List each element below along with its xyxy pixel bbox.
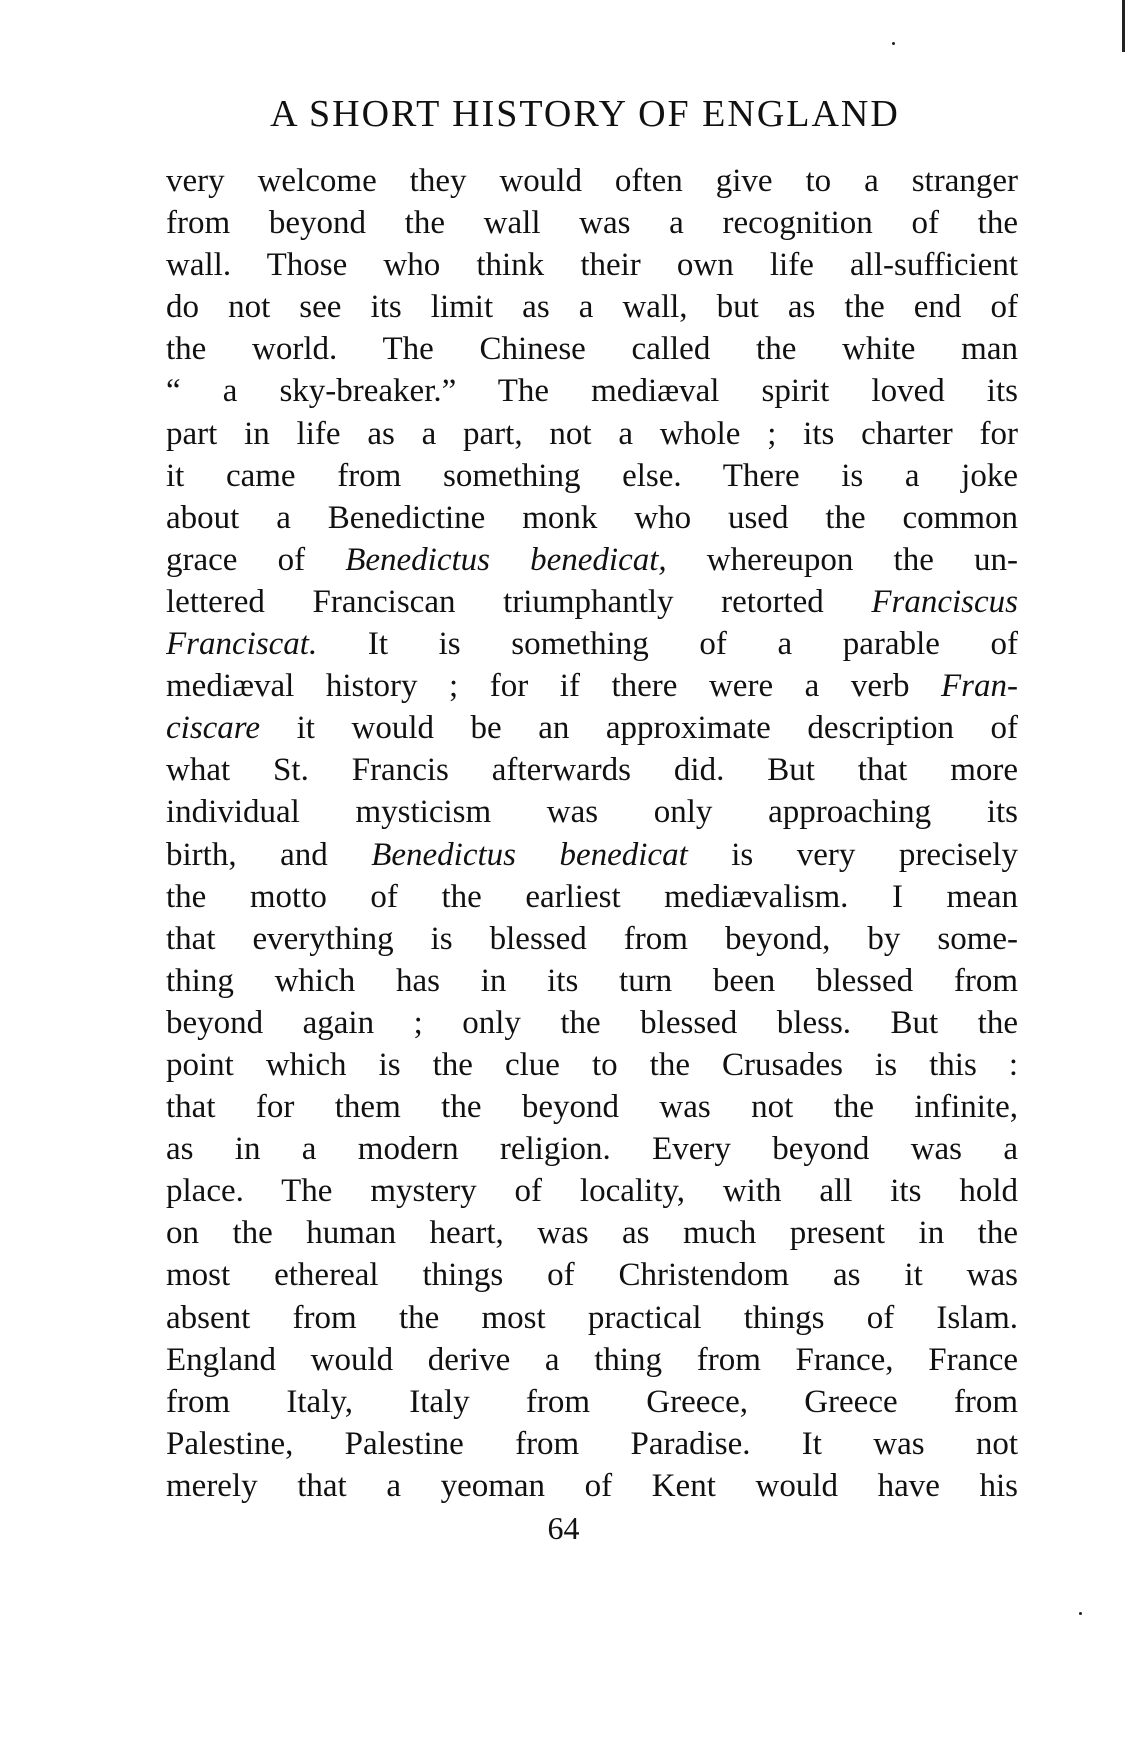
text-segment: very welcome they would often give to a stranger (166, 163, 1018, 199)
text-segment: wall. Those who think their own life all-sufficient (166, 247, 1018, 284)
text-segment: it would be an approximate description of (260, 710, 1018, 747)
text-segment: birth, and (166, 836, 372, 873)
text-line (166, 286, 1018, 328)
text-segment: mediæval history ; for if there were a verb (166, 668, 941, 705)
text-segment: point which is the clue to the Crusades is this : (166, 1046, 1018, 1083)
text-line (166, 413, 1018, 455)
text-line (166, 791, 1018, 833)
text-line (166, 581, 1018, 623)
text-segment: about a Benedictine monk who used the common (166, 499, 1018, 536)
italic-text: Franciscat. (166, 626, 318, 663)
text-line (166, 1423, 1018, 1465)
text-segment: whereupon the un- (666, 541, 1018, 578)
text-segment: from beyond the wall was a recognition of the (166, 205, 1018, 242)
text-line (166, 834, 1018, 876)
text-segment: the world. The Chinese called the white man (166, 331, 1018, 368)
text-line (166, 1212, 1018, 1254)
text-line (166, 918, 1018, 960)
scan-dot (1079, 1612, 1082, 1615)
italic-text: ciscare (166, 710, 261, 747)
text-line (166, 160, 1018, 202)
text-line (166, 1170, 1018, 1212)
text-line (166, 1339, 1018, 1381)
italic-text: Fran- (941, 668, 1018, 705)
text-segment: thing which has in its turn been blessed from (166, 962, 1018, 999)
text-segment: it came from something else. There is a joke (166, 457, 1018, 494)
text-line (166, 244, 1018, 286)
text-segment: beyond again ; only the blessed bless. But the (166, 1004, 1018, 1041)
text-segment: Palestine, Palestine from Paradise. It was not (166, 1425, 1018, 1462)
text-segment: from Italy, Italy from Greece, Greece from (166, 1383, 1018, 1420)
text-line (166, 1254, 1018, 1296)
page-number: 64 (547, 1510, 580, 1546)
text-line (166, 1086, 1018, 1128)
text-segment: do not see its limit as a wall, but as the end of (166, 289, 1018, 326)
text-line (166, 1381, 1018, 1423)
text-segment: lettered Franciscan triumphantly retorted (166, 583, 872, 620)
text-segment: is very precisely (687, 836, 1018, 873)
text-segment: “ a sky-breaker.” The mediæval spirit loved its (166, 373, 1018, 410)
text-line (166, 623, 1018, 665)
text-line (166, 960, 1018, 1002)
italic-text: Benedictus benedicat, (345, 541, 667, 578)
text-segment: place. The mystery of locality, with all its hold (166, 1173, 1018, 1210)
text-segment: the motto of the earliest mediævalism. I mean (166, 878, 1018, 915)
text-line (166, 370, 1018, 412)
italic-text: Benedictus benedicat (371, 836, 688, 873)
text-segment: absent from the most practical things of Islam. (166, 1299, 1018, 1336)
text-segment: what St. Francis afterwards did. But that more (166, 752, 1018, 789)
text-segment: most ethereal things of Christendom as it was (166, 1257, 1018, 1294)
text-line (166, 202, 1018, 244)
text-segment: merely that a yeoman of Kent would have his (166, 1467, 1018, 1504)
scan-dot (892, 42, 895, 45)
text-segment: It is something of a parable of (317, 626, 1018, 663)
text-line (166, 876, 1018, 918)
text-segment: that everything is blessed from beyond, by some- (166, 920, 1018, 957)
text-segment: on the human heart, was as much present in the (166, 1215, 1018, 1252)
text-line (166, 1297, 1018, 1339)
text-line (166, 749, 1018, 791)
text-line (166, 1044, 1018, 1086)
text-segment: part in life as a part, not a whole ; its charter for (166, 415, 1018, 452)
scan-edge-mark (1122, 0, 1125, 52)
text-segment: that for them the beyond was not the infinite, (166, 1089, 1018, 1126)
running-header: A SHORT HISTORY OF ENGLAND (270, 93, 900, 135)
text-line (166, 328, 1018, 370)
text-segment: grace of (166, 541, 346, 578)
text-line (166, 665, 1018, 707)
text-line (166, 1465, 1018, 1507)
text-line (166, 539, 1018, 581)
text-line (166, 1128, 1018, 1170)
text-segment: individual mysticism was only approaching its (166, 794, 1018, 831)
text-segment: England would derive a thing from France, France (166, 1341, 1018, 1378)
italic-text: Franciscus (871, 583, 1018, 620)
text-line (166, 1002, 1018, 1044)
text-line (166, 497, 1018, 539)
body-text (166, 160, 1018, 1507)
text-line (166, 455, 1018, 497)
text-segment: as in a modern religion. Every beyond was a (166, 1131, 1018, 1168)
text-line (166, 707, 1018, 749)
